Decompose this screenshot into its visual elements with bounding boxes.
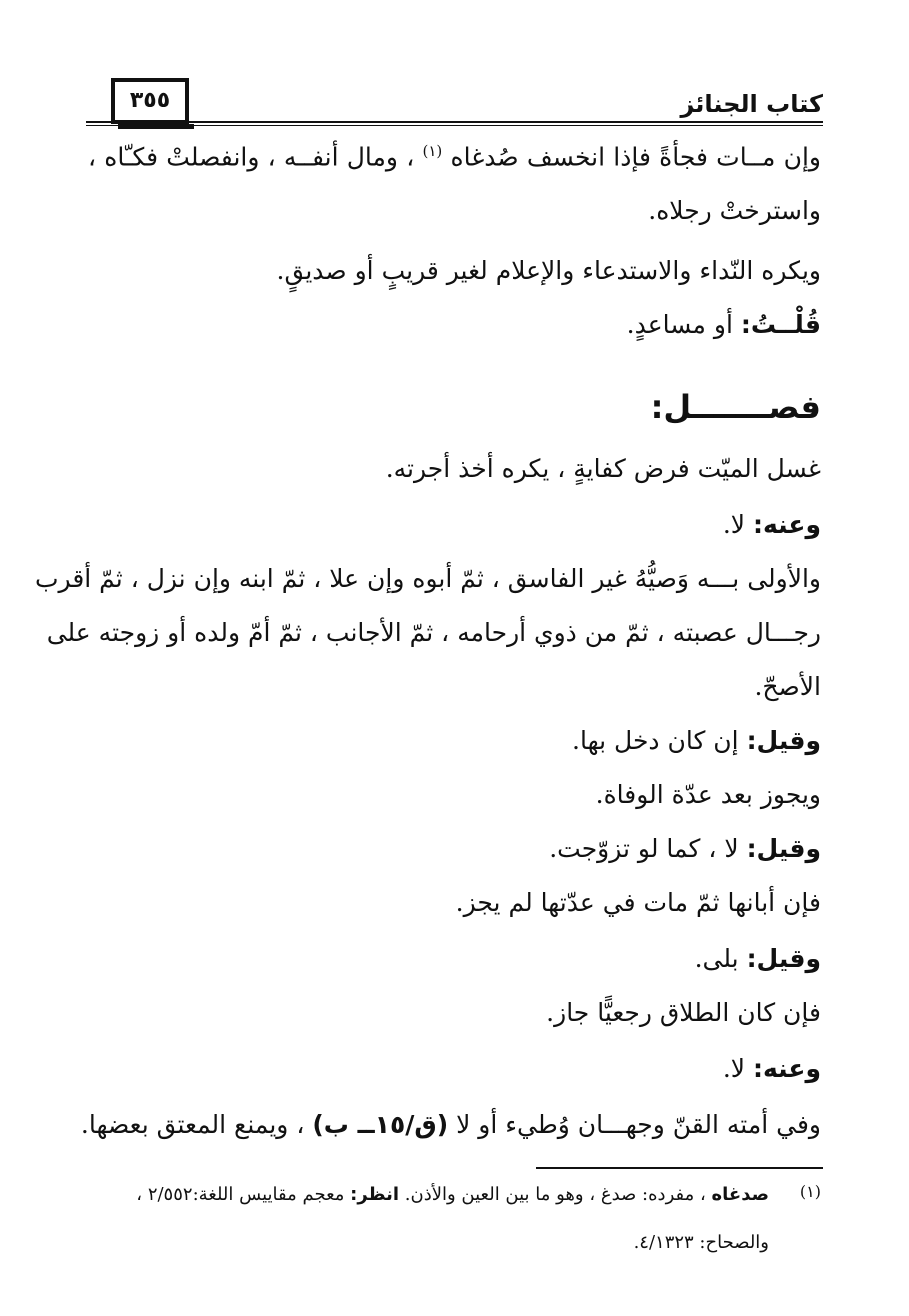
footnote-number: (١) (799, 1182, 821, 1201)
text-line-14 (695, 944, 821, 973)
footnote-keyword: انظر: (350, 1184, 400, 1205)
keyword-qultu: قُلْــتُ: (740, 310, 821, 339)
text-segment: إن كان دخل بها. (572, 726, 739, 755)
text-line-4 (627, 310, 821, 339)
keyword-qila: وقيل: (746, 944, 821, 973)
page-number: ٣٥٥ (111, 78, 189, 124)
footnote-line-2: والصحاح: ٤/١٣٢٣. (633, 1232, 769, 1253)
keyword-wa-anhu: وعنه: (753, 510, 821, 539)
text-line-10 (572, 726, 821, 755)
running-title: كتاب الجنائز (680, 90, 823, 118)
text-line-17 (81, 1110, 821, 1139)
text-line-13: فإن أبانها ثمّ مات في عدّتها لم يجز. (455, 888, 821, 917)
text-line-2: واسترختْ رجلاه. (648, 196, 821, 225)
text-segment: معجم مقاييس اللغة:٢/٥٥٢ ، (136, 1184, 345, 1205)
text-segment: لا. (722, 510, 746, 539)
text-segment: ، ومال أنفــه ، وانفصلتْ فكـّاه ، (88, 142, 415, 172)
text-line-11: ويجوز بعد عدّة الوفاة. (595, 780, 821, 809)
text-line-1 (88, 142, 821, 171)
text-line-12 (549, 834, 821, 863)
keyword-qila: وقيل: (746, 834, 821, 863)
text-segment: وإن مــات فجأةً فإذا انخسف صُدغاه (450, 142, 821, 172)
keyword-wa-anhu: وعنه: (753, 1054, 821, 1083)
text-line-9: الأصحّ. (754, 672, 821, 701)
keyword-qila: وقيل: (746, 726, 821, 755)
header-rule-thin (86, 125, 823, 126)
text-segment: لا. (722, 1054, 746, 1083)
footnote-keyword: صدغاه (711, 1184, 769, 1205)
text-line-8: رجـــال عصبته ، ثمّ من ذوي أرحامه ، ثمّ الأجانب ، ثمّ أمّ ولده أو زوجته على (46, 618, 821, 647)
text-segment: ، مفرده: صدغ ، وهو ما بين العين والأذن. (404, 1184, 706, 1205)
footnote-ref[interactable]: (١) (422, 142, 443, 160)
text-segment: ، ويمنع المعتق بعضها. (80, 1110, 305, 1139)
text-line-15: فإن كان الطلاق رجعيًّا جاز. (546, 998, 821, 1027)
text-line-16 (723, 1054, 821, 1083)
text-segment: لا ، كما لو تزوّجت. (549, 834, 739, 863)
text-line-7: والأولى بـــه وَصيُّهُ غير الفاسق ، ثمّ أبوه وإن علا ، ثمّ ابنه وإن نزل ، ثمّ أقرب (34, 564, 821, 593)
footnote-line-1 (136, 1184, 769, 1205)
text-line-3: ويكره النّداء والاستدعاء والإعلام لغير قريبٍ أو صديقٍ. (276, 256, 821, 285)
text-segment: أو مساعدٍ. (626, 310, 733, 339)
text-segment: بلى. (694, 944, 739, 973)
manuscript-folio-ref: (ق/١٥ــ ب) (312, 1110, 449, 1139)
section-heading: فصـــــــل: (650, 388, 821, 426)
header-rule (86, 121, 823, 123)
footnote-rule (536, 1167, 823, 1169)
text-segment: وفي أمته القنّ وجهـــان وُطيء أو لا (456, 1110, 821, 1139)
text-line-5: غسل الميّت فرض كفايةٍ ، يكره أخذ أجرته. (385, 454, 821, 483)
text-line-6 (723, 510, 821, 539)
